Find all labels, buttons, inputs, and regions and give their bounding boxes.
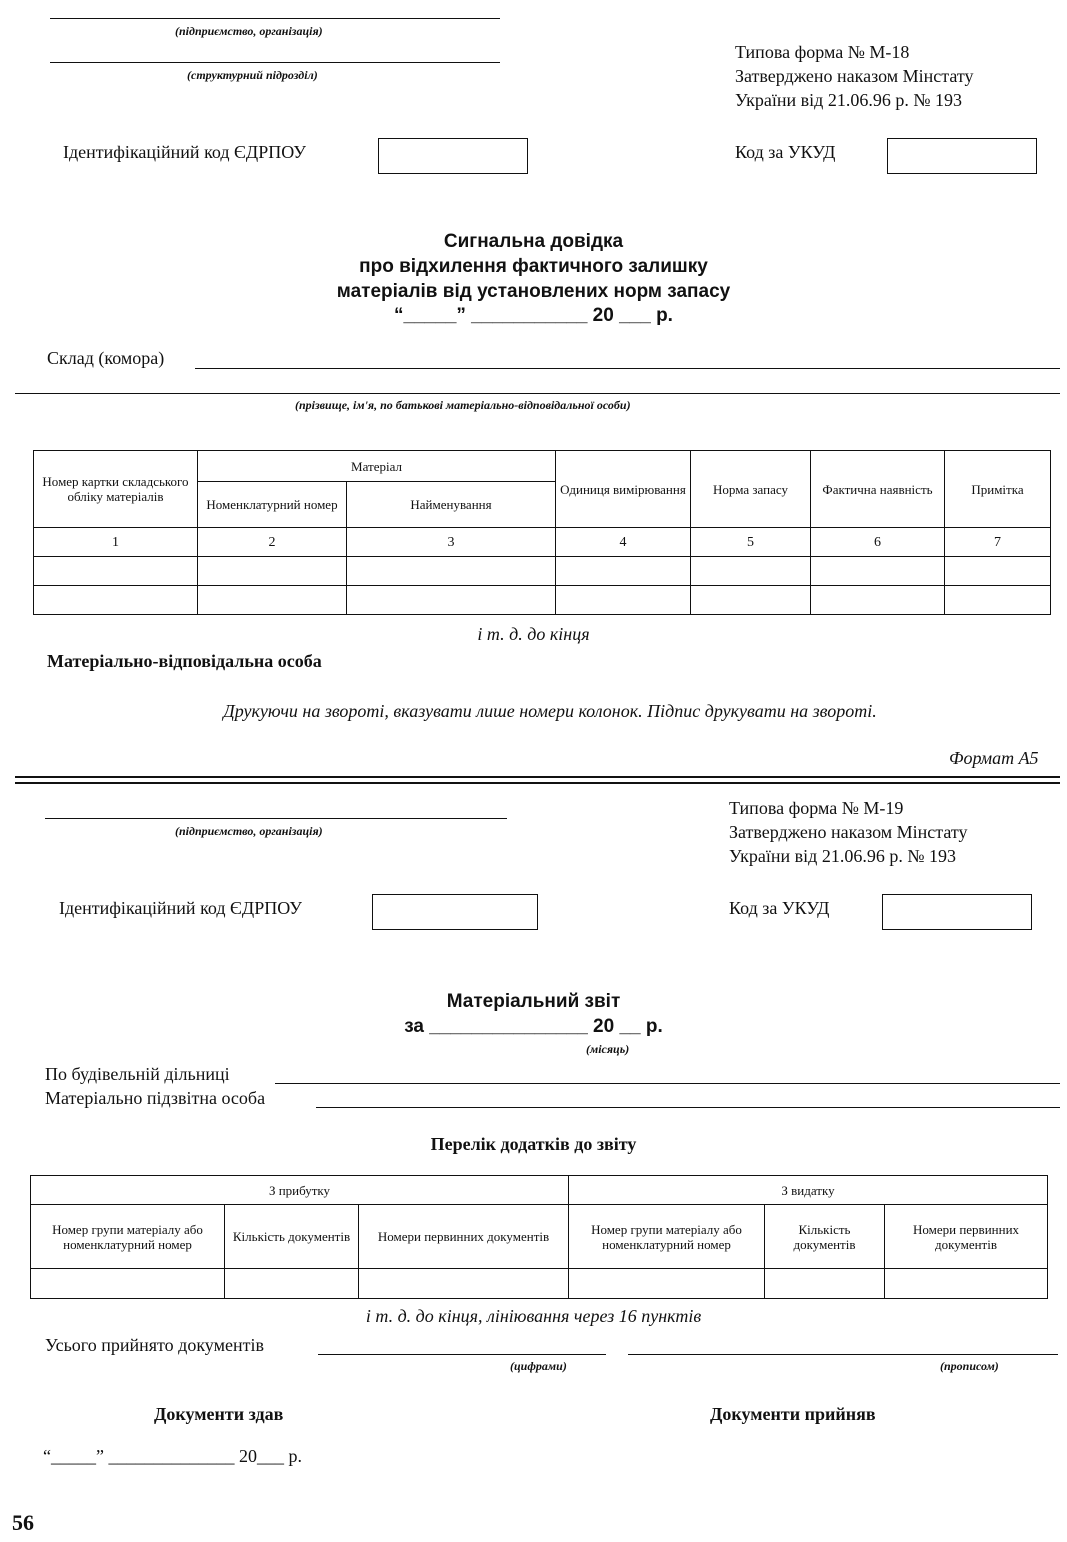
appendix-table (30, 1175, 1048, 1299)
col-header-doc-count: Кількість документів (765, 1205, 885, 1269)
col-header-card: Номер картки складського обліку матеріалів (34, 451, 198, 528)
col-header-note: Примітка (945, 451, 1051, 528)
table-cell[interactable] (198, 586, 347, 615)
site-label: По будівельній дільниці (45, 1064, 230, 1084)
total-words-line[interactable] (628, 1354, 1058, 1355)
approved-line-2: України від 21.06.96 р. № 193 (729, 846, 956, 866)
warehouse-label: Склад (комора) (47, 348, 165, 368)
appendix-title: Перелік додатків до звіту (430, 1134, 637, 1154)
report-title: Матеріальний звіт (446, 991, 621, 1012)
table-row (34, 557, 1051, 586)
format-label: Формат А5 (949, 748, 1039, 768)
dept-caption: (структурний підрозділ) (187, 68, 318, 82)
separator-line (15, 776, 1060, 778)
form-number: Типова форма № М-19 (729, 798, 904, 818)
digits-caption: (цифрами) (510, 1359, 567, 1373)
table-cell[interactable] (811, 586, 945, 615)
org-line (45, 818, 507, 819)
accountable-person-label: Матеріально підзвітна особа (45, 1088, 266, 1108)
words-caption: (прописом) (940, 1359, 999, 1373)
table-cell[interactable] (569, 1269, 765, 1299)
doc-title-3: матеріалів від установлених норм запасу (336, 281, 731, 302)
col-header-actual: Фактична наявність (811, 451, 945, 528)
col-header-expense: З видатку (569, 1176, 1048, 1205)
signal-table (33, 450, 1051, 615)
documents-received-label: Документи прийняв (710, 1404, 876, 1424)
col-header-group-number: Номер групи матеріалу або номенклатурний номер (31, 1205, 225, 1269)
edrpou-label: Ідентифікаційний код ЄДРПОУ (59, 898, 302, 918)
col-number: 3 (347, 528, 556, 557)
col-number: 7 (945, 528, 1051, 557)
col-number: 1 (34, 528, 198, 557)
col-header-doc-numbers: Номери первинних документів (885, 1205, 1048, 1269)
col-number: 5 (691, 528, 811, 557)
doc-title-1: Сигнальна довідка (443, 231, 624, 252)
col-header-doc-count: Кількість документів (225, 1205, 359, 1269)
table-cell[interactable] (556, 586, 691, 615)
edrpou-label: Ідентифікаційний код ЄДРПОУ (63, 142, 306, 162)
table-cell[interactable] (691, 586, 811, 615)
table-cell[interactable] (359, 1269, 569, 1299)
print-instructions: Друкуючи на звороті, вказувати лише номери колонок. Підпис друкувати на звороті. (223, 701, 877, 721)
approved-line-1: Затверджено наказом Мінстату (735, 66, 974, 86)
report-title-date: за _______________ 20 __ р. (404, 1016, 663, 1037)
table-cell[interactable] (765, 1269, 885, 1299)
table-cell[interactable] (31, 1269, 225, 1299)
table-cell[interactable] (198, 557, 347, 586)
table-cell[interactable] (691, 557, 811, 586)
person-caption: (прізвище, ім'я, по батькові матеріально-відповідальної особи) (295, 398, 631, 412)
person-line[interactable] (15, 393, 1060, 394)
responsible-person-label: Матеріально-відповідальна особа (47, 651, 322, 671)
form-number: Типова форма № М-18 (735, 42, 910, 62)
col-number: 2 (198, 528, 347, 557)
col-header-name: Найменування (347, 482, 556, 528)
month-caption: (місяць) (586, 1042, 630, 1056)
table-cell[interactable] (347, 557, 556, 586)
table-cell[interactable] (556, 557, 691, 586)
table-cell[interactable] (34, 557, 198, 586)
approved-line-2: України від 21.06.96 р. № 193 (735, 90, 962, 110)
separator-line (15, 782, 1060, 784)
edrpou-code-box[interactable] (372, 894, 538, 930)
doc-title-2: про відхилення фактичного залишку (359, 256, 708, 277)
ukud-code-box[interactable] (887, 138, 1037, 174)
signature-date: “_____” ______________ 20___ р. (43, 1446, 302, 1466)
table-cell[interactable] (945, 586, 1051, 615)
org-line (50, 18, 500, 19)
col-header-doc-numbers: Номери первинних документів (359, 1205, 569, 1269)
site-line[interactable] (275, 1083, 1060, 1084)
accountable-person-line[interactable] (316, 1107, 1060, 1108)
edrpou-code-box[interactable] (378, 138, 528, 174)
col-header-material: Матеріал (198, 451, 556, 482)
col-number: 6 (811, 528, 945, 557)
etc-note: і т. д. до кінця, лініювання через 16 пунктів (365, 1306, 702, 1326)
approved-line-1: Затверджено наказом Мінстату (729, 822, 968, 842)
table-row (34, 586, 1051, 615)
col-header-unit: Одиниця вимірювання (556, 451, 691, 528)
table-cell[interactable] (347, 586, 556, 615)
doc-title-date: “_____” ___________ 20 ___ р. (394, 305, 673, 326)
ukud-label: Код за УКУД (735, 142, 836, 162)
warehouse-line[interactable] (195, 368, 1060, 369)
table-cell[interactable] (811, 557, 945, 586)
org-caption: (підприємство, організація) (175, 24, 323, 38)
col-header-group-number: Номер групи матеріалу або номенклатурний номер (569, 1205, 765, 1269)
col-header-nomenclature: Номенклатурний номер (198, 482, 347, 528)
table-cell[interactable] (945, 557, 1051, 586)
col-number: 4 (556, 528, 691, 557)
col-header-income: З прибутку (31, 1176, 569, 1205)
ukud-code-box[interactable] (882, 894, 1032, 930)
org-caption: (підприємство, організація) (175, 824, 323, 838)
etc-note: і т. д. до кінця (477, 624, 590, 644)
col-header-norm: Норма запасу (691, 451, 811, 528)
table-row (31, 1269, 1048, 1299)
table-cell[interactable] (34, 586, 198, 615)
ukud-label: Код за УКУД (729, 898, 830, 918)
table-cell[interactable] (225, 1269, 359, 1299)
dept-line (50, 62, 500, 63)
documents-handed-label: Документи здав (154, 1404, 284, 1424)
total-docs-label: Усього прийнято документів (45, 1335, 264, 1355)
table-cell[interactable] (885, 1269, 1048, 1299)
page-number: 56 (12, 1510, 34, 1535)
total-digits-line[interactable] (318, 1354, 606, 1355)
